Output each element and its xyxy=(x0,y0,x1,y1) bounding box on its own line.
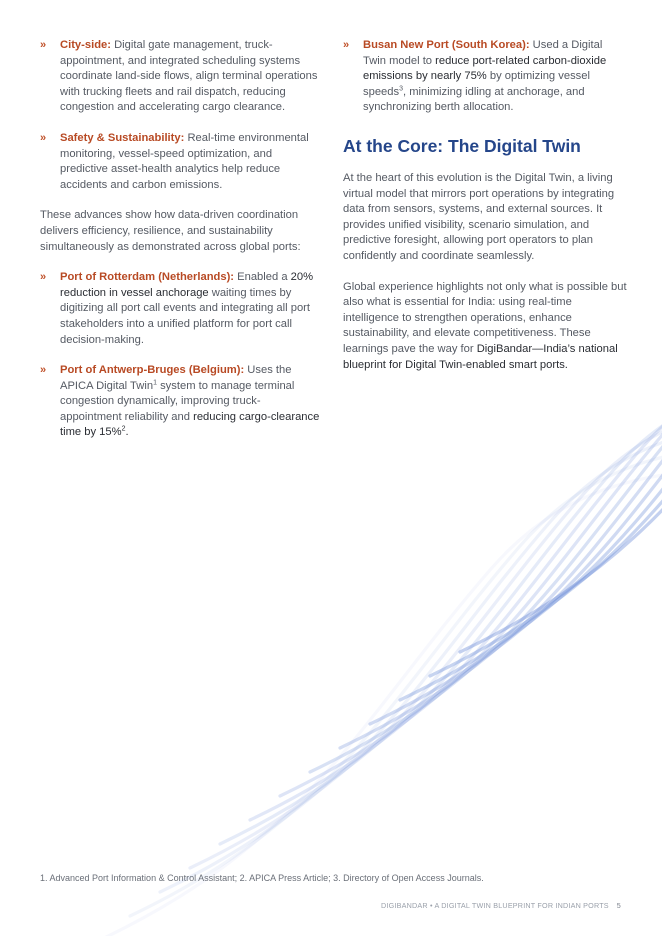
bullet-city-side xyxy=(40,38,322,116)
bullet-text: by optimizing vessel speeds xyxy=(363,70,590,98)
bullet-text: Used a Digital Twin model to xyxy=(363,39,603,67)
bullet-text: Uses the APICA Digital Twin xyxy=(60,364,292,392)
global-experience-paragraph xyxy=(343,280,628,374)
bullet-safety-sustainability xyxy=(40,131,322,193)
bullet-lead: Busan New Port (South Korea): xyxy=(363,39,530,51)
bullet-text: Enabled a xyxy=(234,271,291,284)
footnote-ref: 1 xyxy=(153,378,157,386)
wave-line xyxy=(100,430,662,936)
page-number: 5 xyxy=(616,901,621,910)
page-footer xyxy=(381,901,621,910)
highlight-text: reduce port-related carbon-dioxide emissions by nearly 75% xyxy=(363,54,607,83)
bullet-lead: Port of Rotterdam (Netherlands): xyxy=(60,271,235,284)
wave-line xyxy=(130,406,662,916)
bullet-marker: » xyxy=(343,39,350,51)
digital-twin-paragraph: At the heart of this evolution is the Digital Twin, a living virtual model that mirrors port operations by integrating data from sensors, systems, and external sources. It provides unified visibility, scenario simulation, and predictive foresight, allowing port operators to plan confidently and coordinate seamlessly. xyxy=(343,171,615,262)
left-column xyxy=(40,38,322,456)
right-column xyxy=(343,38,628,388)
bullet-marker: » xyxy=(40,271,47,284)
highlight-text: DigiBandar—India’s national blueprint for Digital Twin-enabled smart ports. xyxy=(343,342,618,371)
footnote-ref: 2 xyxy=(121,425,126,433)
bullet-text: . xyxy=(125,426,129,439)
intro-paragraph: These advances show how data-driven coordination delivers efficiency, resilience, and sustainability simultaneously as demonstrated across global ports: xyxy=(40,209,301,253)
bullet-lead: City-side: xyxy=(60,39,111,51)
bullet-busan xyxy=(343,38,628,116)
bullet-marker: » xyxy=(40,364,47,377)
paragraph-text: Global experience highlights not only what is possible but also what is essential for India: using real-time intelligence to strengthen operations, enhance sustainability, and elevate competitiveness. These learnings pave the way for xyxy=(343,280,627,355)
bullet-lead: Safety & Sustainability: xyxy=(60,131,185,144)
highlight-text: 20% reduction in vessel anchorage xyxy=(60,271,314,299)
footnotes: 1. Advanced Port Information & Control Assistant; 2. APICA Press Article; 3. Directory of Open Access Journals. xyxy=(40,873,484,883)
highlight-text: reducing cargo-clearance time by 15% xyxy=(60,410,320,439)
bullet-text: waiting times by digitizing all port call events and integrating all port stakeholders into a unified platform for port call decision-making. xyxy=(60,286,310,346)
bullet-text: system to manage terminal congestion dynamically, improving truck-appointment reliability and xyxy=(60,379,295,423)
footer-title: DIGIBANDAR • A DIGITAL TWIN BLUEPRINT FOR INDIAN PORTS xyxy=(381,901,609,910)
bullet-text: Digital gate management, truck-appointment, and integrated scheduling systems coordinate land-side flows, align terminal operations with trucking fleets and rail dispatch, reducing congestion and accelerating cargo clearance. xyxy=(60,39,318,114)
bullet-rotterdam xyxy=(40,270,322,348)
bullet-antwerp-bruges xyxy=(40,363,322,441)
bullet-text: , minimizing idling at anchorage, and synchronizing berth allocation. xyxy=(363,85,585,114)
bullet-marker: » xyxy=(40,131,47,144)
bullet-lead: Port of Antwerp-Bruges (Belgium): xyxy=(60,364,245,377)
bullet-marker: » xyxy=(40,39,47,51)
footnote-ref: 3 xyxy=(399,85,403,93)
bullet-text: Real-time environmental monitoring, vessel-speed optimization, and predictive asset-health analytics help reduce accidents and carbon emissions. xyxy=(60,131,309,191)
wave-line xyxy=(160,382,662,892)
section-heading: At the Core: The Digital Twin xyxy=(343,135,581,156)
